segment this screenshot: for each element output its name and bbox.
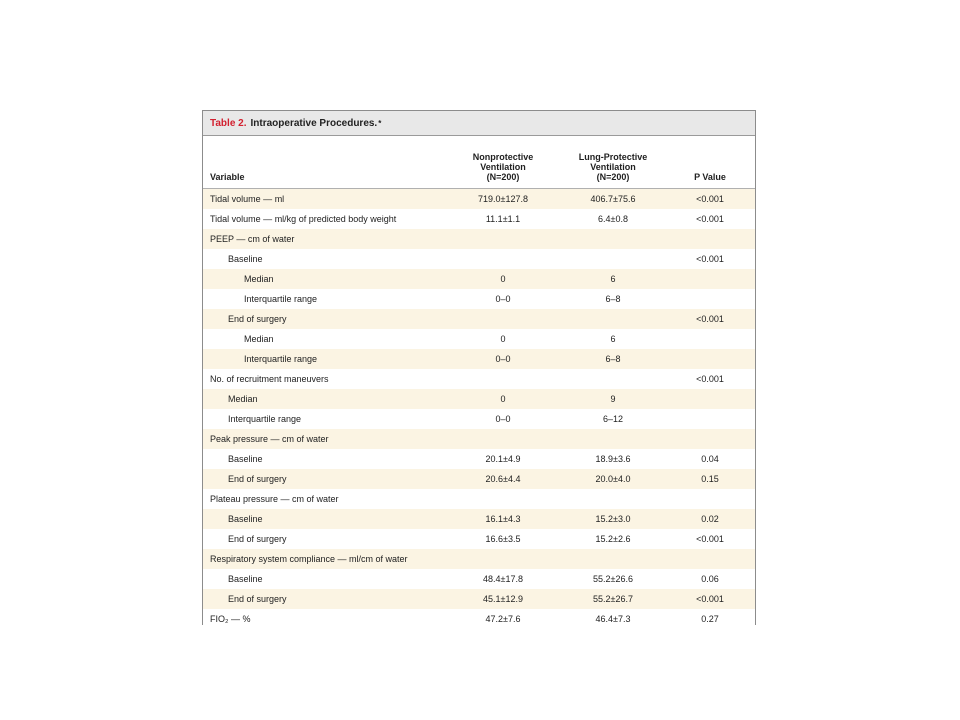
row-label: Peak pressure — cm of water (210, 434, 329, 444)
lung-protective-value: 20.0±4.0 (595, 474, 631, 484)
row-label: Baseline (228, 514, 263, 524)
table-row (203, 569, 755, 589)
nonprotective-value: 0 (500, 334, 506, 344)
lung-protective-value: 406.7±75.6 (590, 194, 636, 204)
table-row (203, 469, 755, 489)
nonprotective-value: 16.6±3.5 (485, 534, 521, 544)
lung-protective-value: 18.9±3.6 (595, 454, 631, 464)
table-row (203, 269, 755, 289)
table-row (203, 289, 755, 309)
row-label: Plateau pressure — cm of water (210, 494, 339, 504)
header-p-value: P Value (694, 172, 726, 182)
lung-protective-value: 6–8 (605, 294, 621, 304)
p-value: <0.001 (696, 254, 724, 264)
p-value: <0.001 (696, 594, 724, 604)
table-row (203, 249, 755, 269)
row-label: Tidal volume — ml (210, 194, 285, 204)
row-label: Baseline (228, 254, 263, 264)
row-label: No. of recruitment maneuvers (210, 374, 329, 384)
table-row (203, 309, 755, 329)
nonprotective-value: 719.0±127.8 (478, 194, 528, 204)
p-value: 0.02 (701, 514, 719, 524)
lung-protective-value: 15.2±3.0 (595, 514, 631, 524)
p-value: <0.001 (696, 534, 724, 544)
nonprotective-value: 20.6±4.4 (485, 474, 521, 484)
table-row (203, 409, 755, 429)
table-label: Table 2. (210, 117, 247, 129)
table-row (203, 549, 755, 569)
p-value: 0.04 (701, 454, 719, 464)
p-value: 0.27 (701, 614, 719, 624)
row-label: End of surgery (228, 534, 287, 544)
table-title-bar (203, 111, 755, 136)
row-label: Baseline (228, 574, 263, 584)
lung-protective-value: 15.2±2.6 (595, 534, 631, 544)
table-row (203, 369, 755, 389)
nonprotective-value: 0–0 (495, 414, 511, 424)
table-header-row (203, 136, 755, 189)
nonprotective-value: 45.1±12.9 (483, 594, 523, 604)
lung-protective-value: 6 (610, 334, 616, 344)
row-label: Interquartile range (244, 354, 318, 364)
table-row (203, 509, 755, 529)
row-label: FIO₂ — % (210, 614, 251, 624)
lung-protective-value: 6 (610, 274, 616, 284)
row-label: Tidal volume — ml/kg of predicted body weight (210, 214, 397, 224)
nonprotective-value: 20.1±4.9 (485, 454, 521, 464)
table-row (203, 589, 755, 609)
p-value: 0.15 (701, 474, 719, 484)
table-row (203, 429, 755, 449)
lung-protective-value: 55.2±26.7 (593, 594, 633, 604)
row-label: End of surgery (228, 474, 287, 484)
p-value: <0.001 (696, 214, 724, 224)
table-row (203, 349, 755, 369)
table-row (203, 329, 755, 349)
table-body (203, 189, 755, 625)
nonprotective-value: 0–0 (495, 294, 511, 304)
nonprotective-value: 11.1±1.1 (485, 214, 521, 224)
table-row (203, 609, 755, 625)
row-label: Baseline (228, 454, 263, 464)
table-row (203, 229, 755, 249)
row-label: Median (244, 334, 274, 344)
row-label: Interquartile range (228, 414, 302, 424)
table-row (203, 449, 755, 469)
p-value: <0.001 (696, 374, 724, 384)
lung-protective-value: 46.4±7.3 (595, 614, 631, 624)
table-row (203, 189, 755, 209)
nonprotective-value: 0 (500, 394, 506, 404)
table-row (203, 209, 755, 229)
row-label: Interquartile range (244, 294, 318, 304)
table-row (203, 389, 755, 409)
header-variable: Variable (210, 172, 245, 182)
table-footnote-mark: * (378, 118, 382, 128)
row-label: End of surgery (228, 314, 287, 324)
table-row (203, 529, 755, 549)
row-label: PEEP — cm of water (210, 234, 295, 244)
table-row (203, 489, 755, 509)
lung-protective-value: 55.2±26.6 (593, 574, 633, 584)
intraoperative-procedures-table (202, 110, 756, 625)
nonprotective-value: 16.1±4.3 (485, 514, 521, 524)
row-label: Median (228, 394, 258, 404)
nonprotective-value: 0 (500, 274, 506, 284)
header-lung-protective: Lung-Protective Ventilation (N=200) (578, 152, 648, 182)
lung-protective-value: 6–8 (605, 354, 621, 364)
row-label: End of surgery (228, 594, 287, 604)
p-value: <0.001 (696, 194, 724, 204)
header-nonprotective: Nonprotective Ventilation (N=200) (472, 152, 534, 182)
row-label: Median (244, 274, 274, 284)
lung-protective-value: 6.4±0.8 (598, 214, 628, 224)
nonprotective-value: 48.4±17.8 (483, 574, 523, 584)
lung-protective-value: 6–12 (602, 414, 624, 424)
p-value: <0.001 (696, 314, 724, 324)
nonprotective-value: 47.2±7.6 (485, 614, 521, 624)
lung-protective-value: 9 (610, 394, 616, 404)
table-title: Intraoperative Procedures. (250, 117, 378, 129)
p-value: 0.06 (701, 574, 719, 584)
row-label: Respiratory system compliance — ml/cm of water (210, 554, 408, 564)
nonprotective-value: 0–0 (495, 354, 511, 364)
